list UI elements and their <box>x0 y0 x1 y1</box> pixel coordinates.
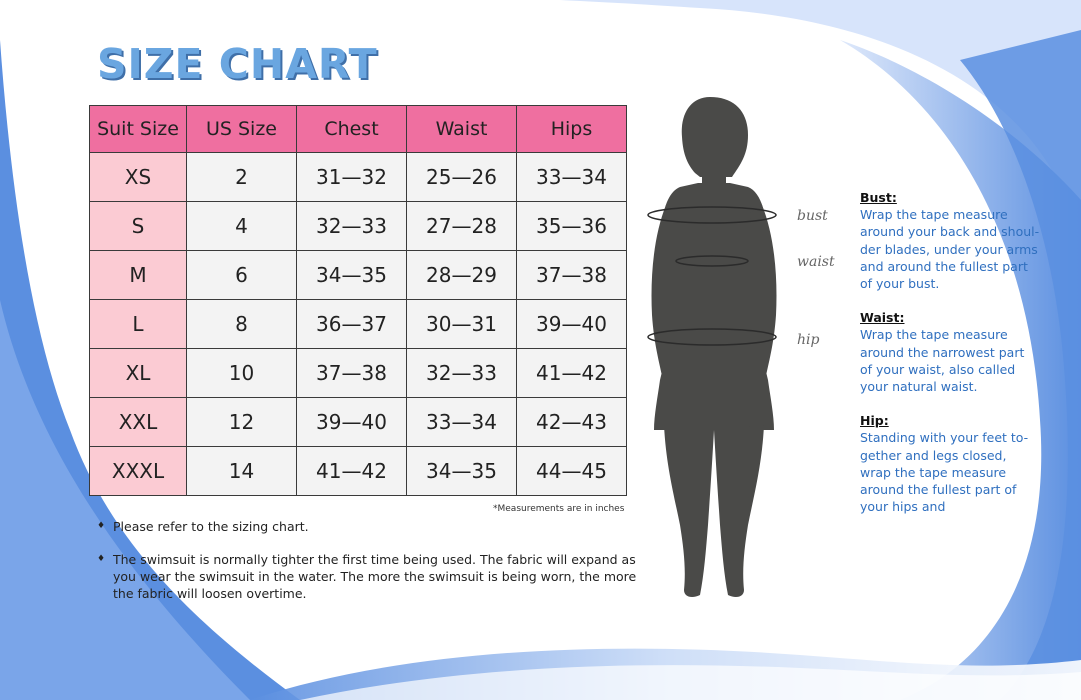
cell-waist: 33—34 <box>407 398 517 447</box>
table-header-row <box>90 106 627 153</box>
instruction-waist <box>860 309 1040 395</box>
header-suit-size: Suit Size <box>90 106 187 153</box>
size-table <box>89 105 627 496</box>
cell-suit-size: XL <box>90 349 187 398</box>
instruction-heading: Waist: <box>860 310 905 326</box>
cell-waist: 34—35 <box>407 447 517 496</box>
bullet-icon: ♦ <box>97 554 106 564</box>
cell-suit-size: S <box>90 202 187 251</box>
cell-chest: 41—42 <box>297 447 407 496</box>
header-hips: Hips <box>517 106 627 153</box>
cell-hips: 42—43 <box>517 398 627 447</box>
cell-chest: 37—38 <box>297 349 407 398</box>
cell-us-size: 12 <box>187 398 297 447</box>
header-waist: Waist <box>407 106 517 153</box>
page-title: SIZE CHART <box>97 40 378 88</box>
table-row <box>90 398 627 447</box>
cell-chest: 34—35 <box>297 251 407 300</box>
cell-waist: 32—33 <box>407 349 517 398</box>
list-item <box>97 518 637 535</box>
cell-us-size: 2 <box>187 153 297 202</box>
cell-suit-size: L <box>90 300 187 349</box>
cell-hips: 39—40 <box>517 300 627 349</box>
hip-label: hip <box>797 332 820 348</box>
measurement-note: *Measurements are in inches <box>493 504 625 514</box>
cell-us-size: 6 <box>187 251 297 300</box>
body-silhouette-icon <box>640 95 800 600</box>
table-row <box>90 300 627 349</box>
header-us-size: US Size <box>187 106 297 153</box>
table-row <box>90 349 627 398</box>
header-chest: Chest <box>297 106 407 153</box>
cell-chest: 39—40 <box>297 398 407 447</box>
cell-hips: 37—38 <box>517 251 627 300</box>
bullet-text: Please refer to the sizing chart. <box>113 519 309 534</box>
cell-us-size: 10 <box>187 349 297 398</box>
table-row <box>90 153 627 202</box>
table-row <box>90 251 627 300</box>
cell-waist: 28—29 <box>407 251 517 300</box>
instruction-text: Standing with your feet to-gether and legs closed, wrap the tape measure around the fullest part of your hips and <box>860 430 1029 515</box>
cell-us-size: 8 <box>187 300 297 349</box>
cell-suit-size: XXXL <box>90 447 187 496</box>
bullet-text: The swimsuit is normally tighter the first time being used. The fabric will expand as you wear the swimsuit in the water. The more the swimsuit is being worn, the more the fabric will loosen overtime. <box>113 552 637 601</box>
cell-hips: 35—36 <box>517 202 627 251</box>
instruction-bust <box>860 189 1040 292</box>
instruction-heading: Bust: <box>860 190 897 205</box>
instruction-heading: Hip: <box>860 413 889 429</box>
list-item <box>97 551 637 602</box>
cell-chest: 36—37 <box>297 300 407 349</box>
cell-hips: 41—42 <box>517 349 627 398</box>
cell-waist: 25—26 <box>407 153 517 202</box>
cell-suit-size: XXL <box>90 398 187 447</box>
cell-chest: 32—33 <box>297 202 407 251</box>
instruction-text: Wrap the tape measure around the narrowest part of your waist, also called your natural waist. <box>860 327 1025 395</box>
cell-chest: 31—32 <box>297 153 407 202</box>
table-row <box>90 447 627 496</box>
cell-waist: 30—31 <box>407 300 517 349</box>
cell-hips: 44—45 <box>517 447 627 496</box>
bullet-icon: ♦ <box>97 521 106 531</box>
table-row <box>90 202 627 251</box>
measuring-instructions <box>860 189 1040 532</box>
cell-suit-size: XS <box>90 153 187 202</box>
cell-us-size: 14 <box>187 447 297 496</box>
bust-label: bust <box>797 208 828 224</box>
cell-suit-size: M <box>90 251 187 300</box>
cell-us-size: 4 <box>187 202 297 251</box>
instruction-text: Wrap the tape measure around your back and shoul-der blades, under your arms and around the fullest part of your bust. <box>860 207 1040 292</box>
instruction-hip <box>860 412 1040 515</box>
cell-hips: 33—34 <box>517 153 627 202</box>
cell-waist: 27—28 <box>407 202 517 251</box>
bullet-list <box>97 518 637 618</box>
waist-label: waist <box>797 254 835 270</box>
